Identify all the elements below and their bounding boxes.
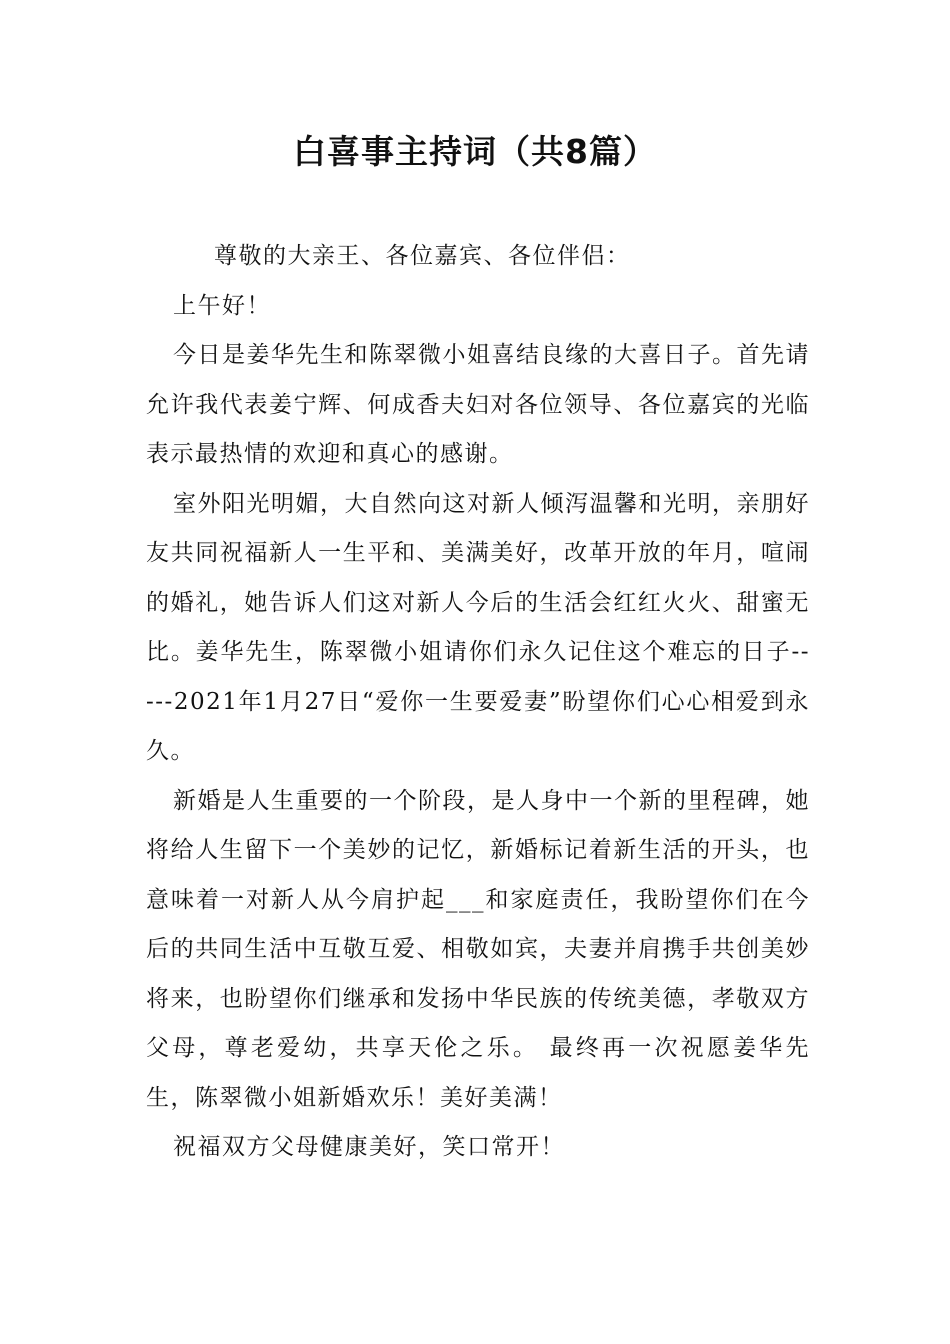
document-body <box>146 232 810 1173</box>
marriage-paragraph: 新婚是人生重要的一个阶段，是人身中一个新的里程碑，她将给人生留下一个美妙的记忆，新婚标记着新生活的开头，也意味着一对新人从今肩护起___和家庭责任，我盼望你们在今后的共同生活中互敬互爱、相敬如宾，夫妻并肩携手共创美妙将来，也盼望你们继承和发扬中华民族的传统美德，孝敬双方父母，尊老爱幼，共享天伦之乐。 最终再一次祝愿姜华先生，陈翠微小姐新婚欢乐！美好美满！ <box>146 787 810 1111</box>
greeting-paragraph: 上午好！ <box>173 292 271 319</box>
closing-paragraph: 祝福双方父母健康美好，笑口常开！ <box>173 1134 565 1160</box>
blessing-paragraph: 室外阳光明媚，大自然向这对新人倾泻温馨和光明，亲朋好友共同祝福新人一生平和、美满美好，改革开放的年月，喧闹的婚礼，她告诉人们这对新人今后的生活会红红火火、甜蜜无比。姜华先生，陈翠微小姐请你们永久记住这个难忘的日子-----2021年1月27日“爱你一生要爱妻”盼望你们心心相爱到永久。 <box>146 490 810 764</box>
salutation-paragraph: 尊敬的大亲王、各位嘉宾、各位伴侣： <box>214 243 631 269</box>
welcome-paragraph: 今日是姜华先生和陈翠微小姐喜结良缘的大喜日子。首先请允许我代表姜宁辉、何成香夫妇对各位领导、各位嘉宾的光临表示最热情的欢迎和真心的感谢。 <box>146 342 810 467</box>
document-title: 白喜事主持词（共8篇） <box>293 132 657 171</box>
